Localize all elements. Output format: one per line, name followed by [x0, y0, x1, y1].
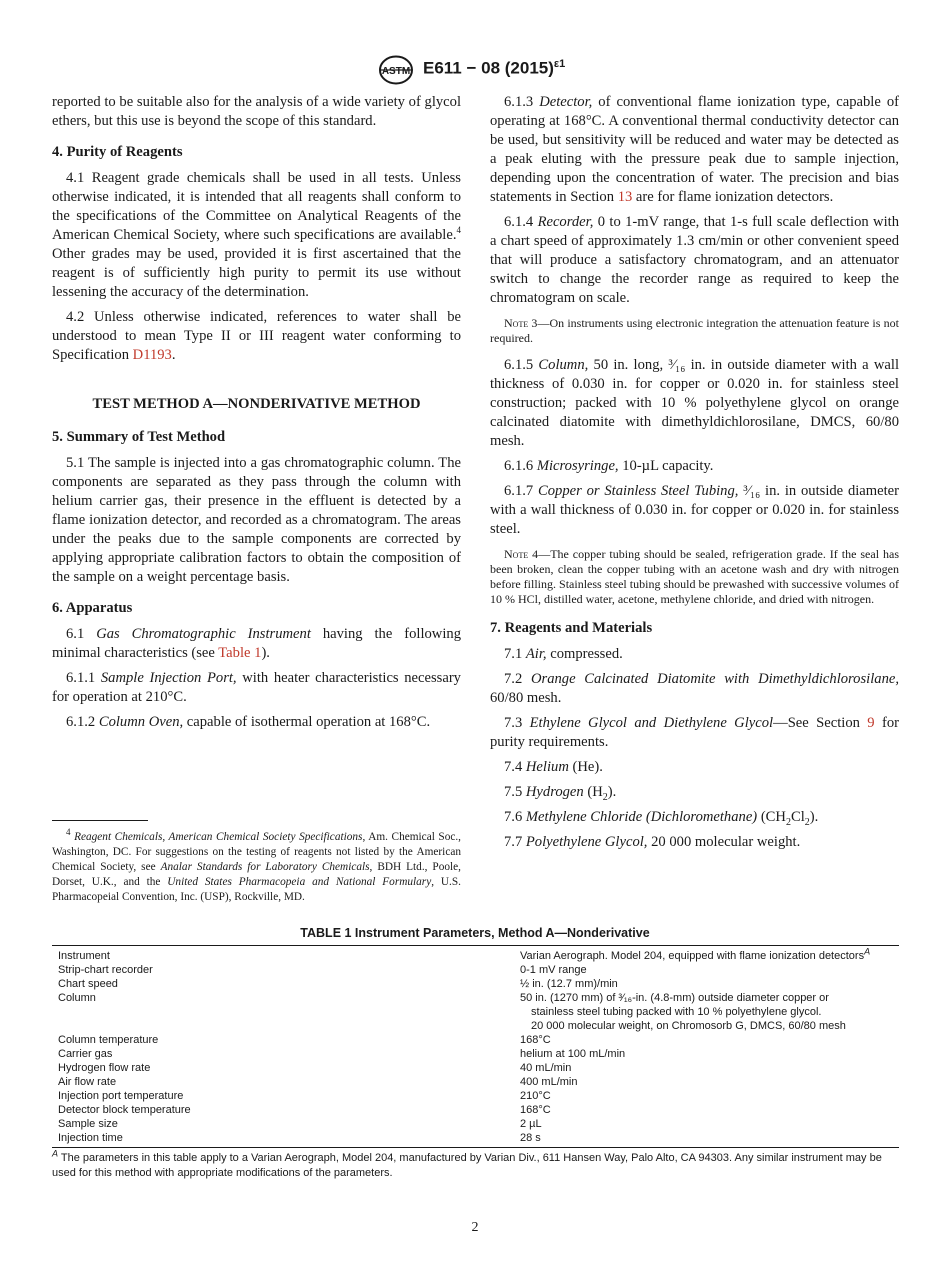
link-d1193[interactable]: D1193	[132, 347, 172, 363]
table-row: Instrument Varian Aerograph. Model 204, equipped with flame ionization detectors$^A$	[58, 946, 871, 962]
para-6-1-7: 6.1.7 Copper or Stainless Steel Tubing, ³⁄₁₆ in. in outside diameter with a wall thickness of 0.030 in. for copper or 0.020 in. for stainless steel.	[490, 483, 899, 537]
designation-text: E611 − 08 (2015)	[423, 58, 554, 78]
link-section-9[interactable]: 9	[867, 715, 875, 731]
section-7-heading: 7. Reagents and Materials	[490, 620, 653, 636]
table-row: Column temperature 168°C	[58, 1034, 551, 1046]
link-table-1[interactable]: Table 1	[218, 645, 262, 661]
para-7-5: 7.5 Hydrogen $(H_2)$.	[504, 784, 617, 803]
astm-logo-icon	[378, 55, 414, 85]
table-row: Chart speed ½ in. (12.7 mm)/min	[58, 978, 618, 990]
section-4-heading: 4. Purity of Reagents	[52, 144, 183, 160]
instrument-parameters-table	[52, 945, 899, 1148]
para-5-1: 5.1 The sample is injected into a gas chromatographic column. The components are separated as they pass through the column with helium carrier gas, their presence in the effluent is detected by a flame ionization detector, and recorded as a chromatogram. The areas under the peaks due to the sample components are corrected by applying appropriate calibration factors to obtain the composition of the sample on a weight percentage basis.	[52, 455, 461, 585]
table-footnote-ref[interactable]: A	[864, 946, 871, 957]
para-6-1-3: 6.1.3 Detector, of conventional flame ionization type, capable of operating at 168°C. A conventional thermal conductivity detector can be used, but sensitivity will be reduced and water may be detected as a peak eluting with the pressure peak due to sample injection, depending upon the concentration of water. The precision and bias statements in Section 13 are for flame ionization detectors.	[490, 94, 899, 205]
section-5-heading: 5. Summary of Test Method	[52, 429, 226, 445]
page-number: 2	[471, 1220, 479, 1235]
para-6-1-6: 6.1.6 Microsyringe, 10-µL capacity.	[504, 458, 714, 474]
page-header	[0, 55, 950, 89]
left-column	[52, 93, 461, 738]
para-6-1-4: 6.1.4 Recorder, 0 to 1-mV range, that 1-s full scale deflection with a chart speed of approximately 1.3 cm/min or other convenient speed that will produce a satisfactory chromatogram, and an attenuator switch to change the recorder range as required to keep the chromatogram on scale.	[490, 214, 899, 306]
table-row: Injection time 28 s	[58, 1132, 541, 1144]
para-7-1: 7.1 Air, compressed.	[504, 646, 623, 662]
para-7-4: 7.4 Helium (He).	[504, 759, 603, 775]
table-row: Carrier gas helium at 100 mL/min	[58, 1048, 626, 1060]
table-row: Strip-chart recorder 0-1 mV range	[58, 964, 587, 976]
para-7-6: 7.6 Methylene Chloride (Dichloromethane) $(CH_2Cl_2)$.	[504, 809, 819, 828]
footnote-4: $^4$ Reagent Chemicals, American Chemical Society Specifications, Am. Chemical Soc., Washington, DC. For suggestions on the testing of reagents not listed by the American Chemical Society, see Analar Standards for Laboratory Chemicals, BDH Ltd., Poole, Dorset, U.K., and the United States Pharmacopeia and National Formulary, U.S. Pharmacopeial Convention, Inc. (USP), Rockville, MD.	[52, 827, 462, 903]
footnote-divider	[52, 820, 148, 821]
footnote-4-ref[interactable]: 4	[456, 225, 461, 236]
standard-designation	[423, 58, 565, 79]
note-4: Note 4—The copper tubing should be sealed, refrigeration grade. If the seal has been broken, clean the copper tubing with an acetone wash and dry with nitrogen before filling. Stainless steel tubing should be prewashed with successive volumes of 10 % HCl, distilled water, acetone, methylene chloride, and dried with nitrogen.	[490, 547, 900, 606]
para-6-1-2: 6.1.2 Column Oven, capable of isothermal operation at 168°C.	[66, 714, 431, 730]
right-column	[490, 93, 899, 858]
note-3: Note 3—On instruments using electronic integration the attenuation feature is not required.	[490, 316, 899, 345]
link-section-13[interactable]: 13	[617, 189, 633, 205]
table-1-title: TABLE 1 Instrument Parameters, Method A—Nonderivative	[300, 926, 650, 940]
table-row: Injection port temperature 210°C	[58, 1090, 551, 1102]
para-6-1-1: 6.1.1 Sample Injection Port, with heater characteristics necessary for operation at 210°C.	[52, 670, 461, 705]
table-row: Detector block temperature 168°C	[58, 1104, 551, 1116]
para-4-1: 4.1 Reagent grade chemicals shall be used in all tests. Unless otherwise indicated, it is intended that all reagents shall conform to the specifications of the Committee on Analytical Reagents of the American Chemical Society, where such specifications are available.$^4$ Other grades may be used, provided it is first ascertained that the reagent is of sufficiently high purity to permit its use without lessening the accuracy of the determination.	[52, 170, 461, 300]
epsilon-marker: ε1	[553, 58, 566, 70]
para-7-3: 7.3 Ethylene Glycol and Diethylene Glycol—See Section 9 for purity requirements.	[490, 715, 899, 750]
table-1-footnote: $^A$ The parameters in this table apply to a Varian Aerograph, Model 204, manufactured by Varian Div., 611 Hansen Way, Palo Alto, CA 94303. Any similar instrument may be used for this method with appropriate modifications of the parameters.	[52, 1148, 882, 1179]
para-4-2: 4.2 Unless otherwise indicated, references to water shall be understood to mean Type II or III reagent water conforming to Specification D1193.	[52, 309, 461, 363]
para-7-2: 7.2 Orange Calcinated Diatomite with Dimethyldichlorosilane, 60/80 mesh.	[490, 671, 899, 706]
table-row: Air flow rate 400 mL/min	[58, 1076, 578, 1088]
section-6-heading: 6. Apparatus	[52, 600, 133, 616]
method-a-heading: TEST METHOD A—NONDERIVATIVE METHOD	[92, 396, 421, 412]
para-6-1-5: 6.1.5 Column, 50 in. long, ³⁄₁₆ in. in outside diameter with a wall thickness of 0.030 in. for copper or 0.020 in. for stainless steel construction; packed with 10 % polyethylene glycol on orange calcinated diatomite with dimethyldichlorosilane, DMCS, 60/80 mesh.	[490, 357, 899, 449]
intro-paragraph: reported to be suitable also for the analysis of a wide variety of glycol ethers, but this use is beyond the scope of this standard.	[52, 94, 461, 129]
svg-text:ASTM: ASTM	[381, 66, 411, 77]
table-row: Sample size 2 µL	[58, 1118, 542, 1130]
table-row: Hydrogen flow rate 40 mL/min	[58, 1062, 572, 1074]
table-row: Column 50 in. (1270 mm) of ³⁄₁₆-in. (4.8-mm) outside diameter copper or stainless steel tubing packed with 10 % polyethylene glycol. 20 000 molecular weight, on Chromosorb G, DMCS, 60/80 mesh	[58, 992, 846, 1032]
para-6-1: 6.1 Gas Chromatographic Instrument having the following minimal characteristics (see Table 1).	[52, 626, 461, 661]
para-7-7: 7.7 Polyethylene Glycol, 20 000 molecular weight.	[504, 834, 801, 850]
